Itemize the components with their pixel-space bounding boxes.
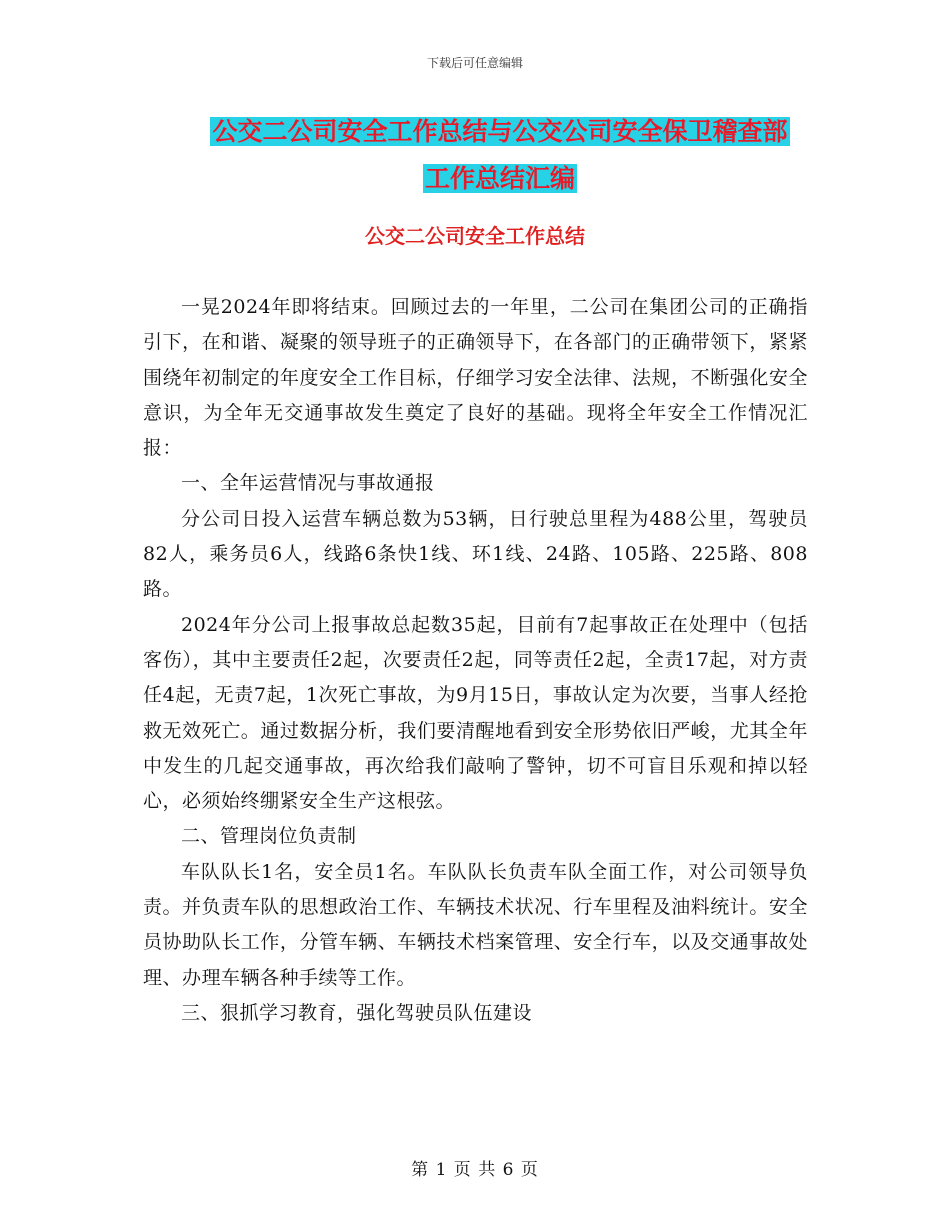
paragraph-accidents: 2024年分公司上报事故总起数35起，目前有7起事故正在处理中（包括客伤），其中主要责任2起，次要责任2起，同等责任2起，全责17起，对方责任4起，无责7起，1次死亡事故，为9月15日，事故认定为次要，当事人经抢救无效死亡。通过数据分析，我们要清醒地看到安全形势依旧严峻，尤其全年中发生的几起交通事故，再次给我们敲响了警钟，切不可盲目乐观和掉以轻心，必须始终绷紧安全生产这根弦。: [143, 613, 808, 813]
paragraph-operations: 分公司日投入运营车辆总数为53辆，日行驶总里程为488公里，驾驶员82人，乘务员6人，线路6条快1线、环1线、24路、105路、225路、808路。: [143, 507, 808, 601]
page-header-note: 下载后可任意编辑: [426, 56, 523, 70]
subheading-operations: 一、全年运营情况与事故通报: [181, 472, 435, 495]
paragraph-intro: 一晃2024年即将结束。回顾过去的一年里，二公司在集团公司的正确指引下，在和谐、凝聚的领导班子的正确领导下，在各部门的正确带领下，紧紧围绕年初制定的年度安全工作目标，仔细学习安全法律、法规，不断强化安全意识，为全年无交通事故发生奠定了良好的基础。现将全年安全工作情况汇报：: [143, 296, 808, 460]
title-highlight-2: 工作总结汇编: [424, 164, 575, 193]
page-number: 第 1 页 共 6 页: [411, 1160, 539, 1180]
subheading-education: 三、狠抓学习教育，强化驾驶员队伍建设: [181, 1001, 533, 1024]
section-heading: 公交二公司安全工作总结: [365, 224, 585, 248]
document-title-line-2: [190, 155, 810, 202]
title-highlight-1: 公交二公司安全工作总结与公交公司安全保卫稽查部: [212, 117, 788, 146]
subheading-responsibility: 二、管理岗位负责制: [181, 825, 357, 848]
paragraph-responsibility: 车队队长1名，安全员1名。车队队长负责车队全面工作，对公司领导负责。并负责车队的思想政治工作、车辆技术状况、行车里程及油料统计。安全员协助队长工作，分管车辆、车辆技术档案管理、安全行车，以及交通事故处理、办理车辆各种手续等工作。: [143, 860, 808, 989]
document-body: [143, 290, 808, 1031]
document-title-line-1: [190, 108, 810, 155]
document-title: [190, 108, 810, 202]
